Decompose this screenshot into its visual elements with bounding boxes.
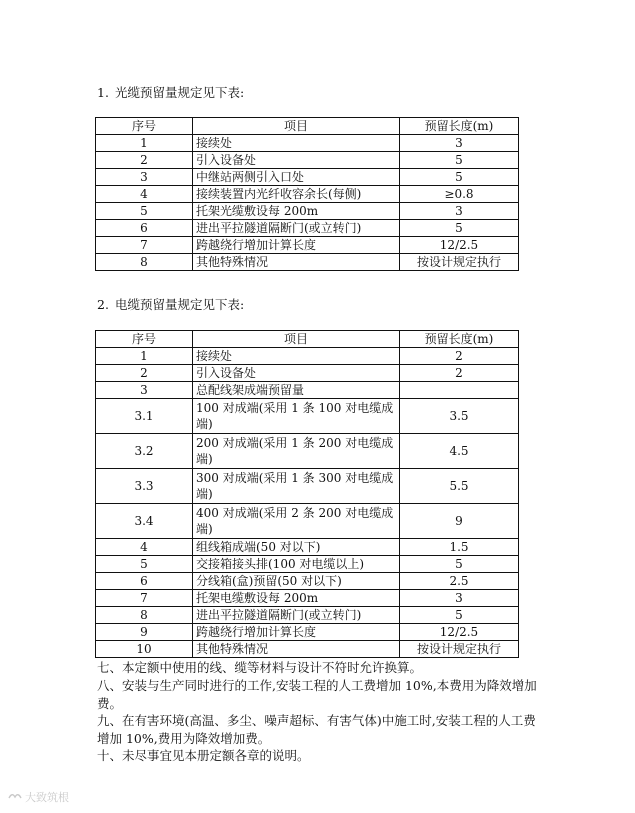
note-nine: 九、在有害环境(高温、多尘、噪声超标、有害气体)中施工时,安装工程的人工费增加 10%,费用为降效增加费。: [97, 713, 536, 746]
row-length: 3: [400, 203, 519, 220]
section2-heading: [97, 295, 244, 313]
row-index: 3.2: [96, 434, 193, 469]
table-row: [96, 556, 519, 573]
section2-title: 电缆预留量规定见下表:: [114, 297, 245, 312]
row-length: 5: [400, 169, 519, 186]
row-item: 接续处: [193, 348, 400, 365]
row-item: 100 对成端(采用 1 条 100 对电缆成端): [193, 399, 400, 434]
table-row: [96, 348, 519, 365]
row-length: 2: [400, 348, 519, 365]
header-cell-index: 序号: [96, 118, 193, 135]
row-length: 5: [400, 607, 519, 624]
header-cell-index: 序号: [96, 331, 193, 348]
row-item: 总配线架成端预留量: [193, 382, 400, 399]
table-row: [96, 539, 519, 556]
row-item: 接续装置内光纤收容余长(每侧): [193, 186, 400, 203]
table-row: [96, 169, 519, 186]
row-length: 5.5: [400, 469, 519, 504]
table-row: [96, 365, 519, 382]
row-length: 9: [400, 504, 519, 539]
row-item: 托架电缆敷设每 200m: [193, 590, 400, 607]
row-index: 7: [96, 590, 193, 607]
table-row: [96, 186, 519, 203]
table-row: [96, 254, 519, 271]
header-cell-item: 项目: [193, 331, 400, 348]
row-length: 按设计规定执行: [400, 641, 519, 658]
row-index: 3: [96, 382, 193, 399]
section1-heading: [97, 83, 244, 101]
table-row: [96, 469, 519, 504]
row-item: 进出平拉隧道隔断门(或立转门): [193, 220, 400, 237]
row-item: 200 对成端(采用 1 条 200 对电缆成端): [193, 434, 400, 469]
table-row: [96, 399, 519, 434]
section2-number: 2.: [97, 297, 109, 312]
table-row: [96, 237, 519, 254]
row-length: 1.5: [400, 539, 519, 556]
row-length: 4.5: [400, 434, 519, 469]
row-length: 3: [400, 590, 519, 607]
row-index: 8: [96, 254, 193, 271]
table-row: [96, 152, 519, 169]
header-cell-length: 预留长度(m): [400, 118, 519, 135]
row-length: 12/2.5: [400, 237, 519, 254]
table-row: [96, 607, 519, 624]
row-item: 引入设备处: [193, 365, 400, 382]
header-cell-length: 预留长度(m): [400, 331, 519, 348]
watermark: [8, 789, 69, 805]
row-index: 6: [96, 220, 193, 237]
row-length: 5: [400, 152, 519, 169]
row-item: 跨越绕行增加计算长度: [193, 624, 400, 641]
row-index: 4: [96, 539, 193, 556]
table-row: [96, 382, 519, 399]
row-item: 引入设备处: [193, 152, 400, 169]
row-index: 1: [96, 135, 193, 152]
row-item: 接续处: [193, 135, 400, 152]
row-item: 其他特殊情况: [193, 254, 400, 271]
row-length: 2: [400, 365, 519, 382]
row-index: 5: [96, 556, 193, 573]
row-index: 3.3: [96, 469, 193, 504]
fiber-reservation-table: [95, 117, 519, 271]
table-row: [96, 203, 519, 220]
row-item: 300 对成端(采用 1 条 300 对电缆成端): [193, 469, 400, 504]
row-index: 6: [96, 573, 193, 590]
table-row: [96, 135, 519, 152]
note-ten: 十、未尽事宜见本册定额各章的说明。: [97, 748, 310, 763]
row-item: 进出平拉隧道隔断门(或立转门): [193, 607, 400, 624]
row-length: 5: [400, 556, 519, 573]
watermark-logo-icon: [8, 791, 22, 804]
table-header-row: [96, 118, 519, 135]
section1-title: 光缆预留量规定见下表:: [114, 85, 245, 100]
row-index: 5: [96, 203, 193, 220]
row-item: 其他特殊情况: [193, 641, 400, 658]
row-index: 10: [96, 641, 193, 658]
table-row: [96, 590, 519, 607]
row-length: 12/2.5: [400, 624, 519, 641]
table-row: [96, 434, 519, 469]
table-row: [96, 573, 519, 590]
cable-reservation-table: [95, 330, 519, 658]
table-row: [96, 641, 519, 658]
row-length: 2.5: [400, 573, 519, 590]
table-header-row: [96, 331, 519, 348]
row-index: 7: [96, 237, 193, 254]
row-index: 3.4: [96, 504, 193, 539]
row-item: 托架光缆敷设每 200m: [193, 203, 400, 220]
row-length: 5: [400, 220, 519, 237]
table-row: [96, 220, 519, 237]
row-index: 2: [96, 365, 193, 382]
row-item: 中继站两侧引入口处: [193, 169, 400, 186]
row-item: 400 对成端(采用 2 条 200 对电缆成端): [193, 504, 400, 539]
row-length: 按设计规定执行: [400, 254, 519, 271]
row-index: 3: [96, 169, 193, 186]
note-seven: 七、本定额中使用的线、缆等材料与设计不符时允许换算。: [97, 660, 423, 675]
row-length: 3.5: [400, 399, 519, 434]
table-row: [96, 504, 519, 539]
row-item: 组线箱成端(50 对以下): [193, 539, 400, 556]
table-row: [96, 624, 519, 641]
row-index: 9: [96, 624, 193, 641]
row-item: 分线箱(盒)预留(50 对以下): [193, 573, 400, 590]
row-length: 3: [400, 135, 519, 152]
watermark-text: 大致筑根: [25, 791, 69, 804]
row-index: 2: [96, 152, 193, 169]
row-item: 交接箱接头排(100 对电缆以上): [193, 556, 400, 573]
row-length: [400, 382, 519, 399]
row-length: ≥0.8: [400, 186, 519, 203]
row-index: 3.1: [96, 399, 193, 434]
note-eight: 八、安装与生产同时进行的工作,安装工程的人工费增加 10%,本费用为降效增加费。: [97, 678, 537, 711]
row-index: 1: [96, 348, 193, 365]
header-cell-item: 项目: [193, 118, 400, 135]
section1-number: 1.: [97, 85, 109, 100]
row-index: 4: [96, 186, 193, 203]
row-item: 跨越绕行增加计算长度: [193, 237, 400, 254]
row-index: 8: [96, 607, 193, 624]
